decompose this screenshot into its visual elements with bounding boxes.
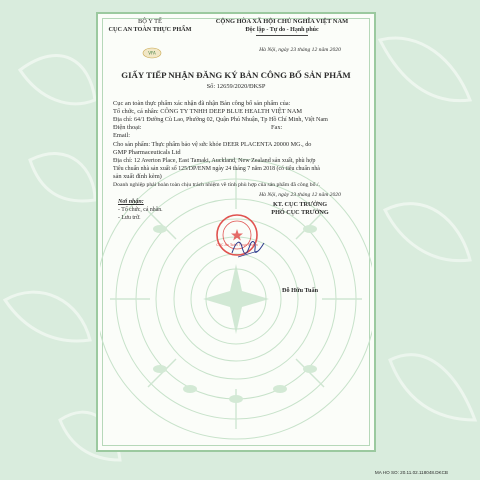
place-date-top: Hà Nội, ngày 23 tháng 12 năm 2020: [259, 47, 341, 53]
body-line-fax: Fax:: [271, 124, 283, 131]
agency-logo: [142, 47, 162, 59]
signer-name: Đỗ Hữu Tuấn: [281, 287, 319, 294]
recipient-item: - Tổ chức, cá nhân.: [118, 207, 163, 213]
motto-underline: [256, 35, 308, 36]
document-title: GIẤY TIẾP NHẬN ĐĂNG KÝ BẢN CÔNG BỐ SẢN PHẨM: [121, 70, 351, 80]
body-line-responsibility: Doanh nghiệp phải hoàn toàn chịu trách nhiệm về tính phù hợp của sản phẩm đã công bố./.: [113, 182, 320, 188]
body-line-standard-attached: sản xuất đính kèm): [113, 173, 162, 180]
signer-role-primary: KT. CỤC TRƯỞNG: [272, 201, 328, 208]
stamp-label: CỤC An Toàn Thực Phẩm: [216, 243, 258, 247]
body-line-manufacturer-address: Địa chỉ: 12 Averton Place, East Tamaki, Auckland, New Zealand sản xuất, phù hợp: [113, 158, 316, 164]
dossier-code: MA HO SO: 20.11.02.118048.DKCB: [374, 470, 448, 475]
body-line-product: Cho sản phẩm: Thực phẩm bảo vệ sức khỏe DEER PLACENTA 20000 MG., do: [113, 141, 312, 148]
svg-text:VFA: VFA: [148, 50, 156, 56]
agency-name: CỤC AN TOÀN THỰC PHẨM: [108, 26, 192, 33]
body-line-standard: Tiêu chuẩn nhà sản xuất số 125/DP/ENM ngày 24 tháng 7 năm 2018 (có tiêu chuẩn nhà: [113, 166, 320, 172]
ministry-name: BỘ Y TẾ: [138, 18, 162, 25]
body-line-manufacturer: GMP Pharmaceuticals Ltd: [113, 149, 181, 156]
country-name: CỘNG HÒA XÃ HỘI CHỦ NGHĨA VIỆT NAM: [215, 18, 349, 25]
body-line-organization: Tổ chức, cá nhân: CÔNG TY TNHH DEEP BLUE HEALTH VIỆT NAM: [113, 108, 303, 115]
place-date-sign: Hà Nội, ngày 23 tháng 12 năm 2020: [259, 192, 341, 198]
handwritten-signature: [228, 235, 268, 261]
document-number: Số: 12659/2020/ĐKSP: [206, 83, 266, 90]
recipients-heading: Nơi nhận:: [118, 199, 144, 205]
body-line-phone: Điện thoại:: [113, 124, 142, 131]
body-line-intro: Cục an toàn thực phẩm xác nhận đã nhận Bản công bố sản phẩm của:: [113, 100, 291, 107]
body-line-email: Email:: [113, 132, 131, 139]
body-line-address: Địa chỉ: 64/1 Đường Cù Lao, Phường 02, Quận Phú Nhuận, Tp Hồ Chí Minh, Việt Nam: [113, 117, 328, 123]
signer-role-secondary: PHÓ CỤC TRƯỞNG: [271, 209, 329, 216]
national-motto: Độc lập - Tự do - Hạnh phúc: [245, 27, 319, 33]
recipient-item: - Lưu trữ.: [118, 215, 141, 221]
